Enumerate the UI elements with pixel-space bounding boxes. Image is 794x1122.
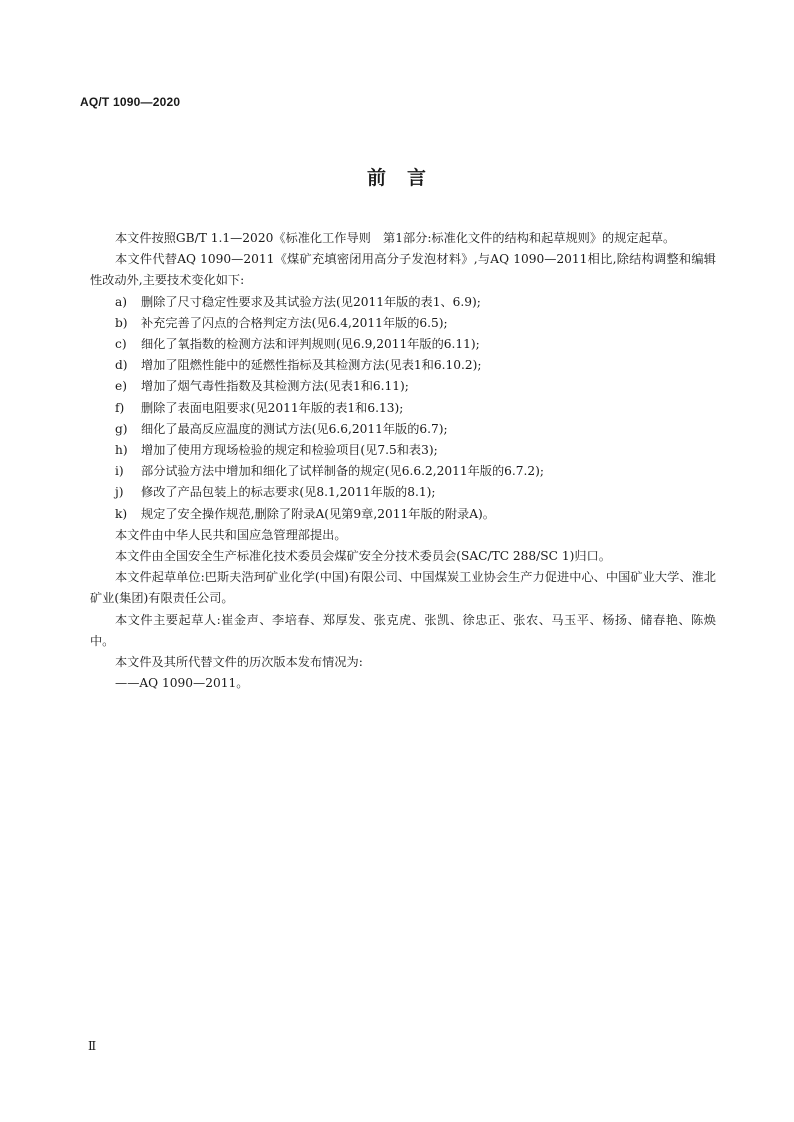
list-item [90, 376, 716, 397]
list-item [90, 313, 716, 334]
page-number: Ⅱ [88, 1039, 97, 1053]
list-item [90, 440, 716, 461]
list-marker: d) [115, 358, 128, 373]
list-item [90, 419, 716, 440]
list-item-text: 规定了安全操作规范,删除了附录A(见第9章,2011年版的附录A)。 [141, 506, 495, 521]
list-item [90, 461, 716, 482]
page-title: 前 言 [366, 167, 427, 189]
paragraph-drafting-rules: 本文件按照GB/T 1.1—2020《标准化工作导则 第1部分:标准化文件的结构和起草规则》的规定起草。 [115, 231, 676, 245]
list-item-text: 细化了氧指数的检测方法和评判规则(见6.9,2011年版的6.11); [141, 337, 480, 352]
paragraph-drafters: 本文件主要起草人:崔金声、李培春、郑厚发、张克虎、张凯、徐忠正、张农、马玉平、杨扬、储春艳、陈焕中。 [90, 612, 716, 648]
list-marker: e) [115, 379, 127, 394]
list-marker: k) [115, 506, 128, 521]
list-marker: i) [115, 464, 124, 479]
list-item-text: 细化了最高反应温度的测试方法(见6.6,2011年版的6.7); [141, 421, 448, 436]
list-item-text: 增加了烟气毒性指数及其检测方法(见表1和6.11); [141, 379, 409, 394]
standard-code: AQ/T 1090—2020 [80, 95, 181, 109]
paragraph-replacement-note: 本文件代替AQ 1090—2011《煤矿充填密闭用高分子发泡材料》,与AQ 1090—2011相比,除结构调整和编辑性改动外,主要技术变化如下: [90, 252, 716, 288]
list-marker: a) [115, 294, 128, 309]
changes-list [90, 292, 716, 525]
list-marker: h) [115, 443, 128, 458]
foreword-body [90, 228, 716, 694]
list-item-text: 部分试验方法中增加和细化了试样制备的规定(见6.6.2,2011年版的6.7.2); [141, 464, 545, 479]
list-item-text: 增加了阻燃性能中的延燃性指标及其检测方法(见表1和6.10.2); [141, 358, 482, 373]
list-item [90, 292, 716, 313]
paragraph-history-intro: 本文件及其所代替文件的历次版本发布情况为: [115, 655, 363, 670]
paragraph-committee: 本文件由全国安全生产标准化技术委员会煤矿安全分技术委员会(SAC/TC 288/SC 1)归口。 [115, 549, 611, 564]
paragraph-drafting-units: 本文件起草单位:巴斯夫浩珂矿业化学(中国)有限公司、中国煤炭工业协会生产力促进中心、中国矿业大学、淮北矿业(集团)有限责任公司。 [90, 570, 716, 606]
list-marker: b) [115, 315, 128, 330]
list-marker: j) [115, 485, 124, 500]
list-marker: f) [115, 400, 125, 415]
list-item-text: 删除了表面电阻要求(见2011年版的表1和6.13); [141, 400, 404, 415]
list-item-text: 增加了使用方现场检验的规定和检验项目(见7.5和表3); [141, 443, 438, 458]
list-marker: g) [115, 421, 128, 436]
list-item-text: 删除了尺寸稳定性要求及其试验方法(见2011年版的表1、6.9); [141, 294, 481, 309]
list-item [90, 482, 716, 503]
list-item-text: 修改了产品包装上的标志要求(见8.1,2011年版的8.1); [141, 485, 436, 500]
list-item [90, 504, 716, 525]
paragraph-proposer: 本文件由中华人民共和国应急管理部提出。 [115, 527, 347, 542]
list-item [90, 398, 716, 419]
list-item [90, 334, 716, 355]
history-item: ——AQ 1090—2011。 [115, 676, 249, 691]
list-item [90, 355, 716, 376]
list-item-text: 补充完善了闪点的合格判定方法(见6.4,2011年版的6.5); [141, 315, 448, 330]
list-marker: c) [115, 337, 127, 352]
